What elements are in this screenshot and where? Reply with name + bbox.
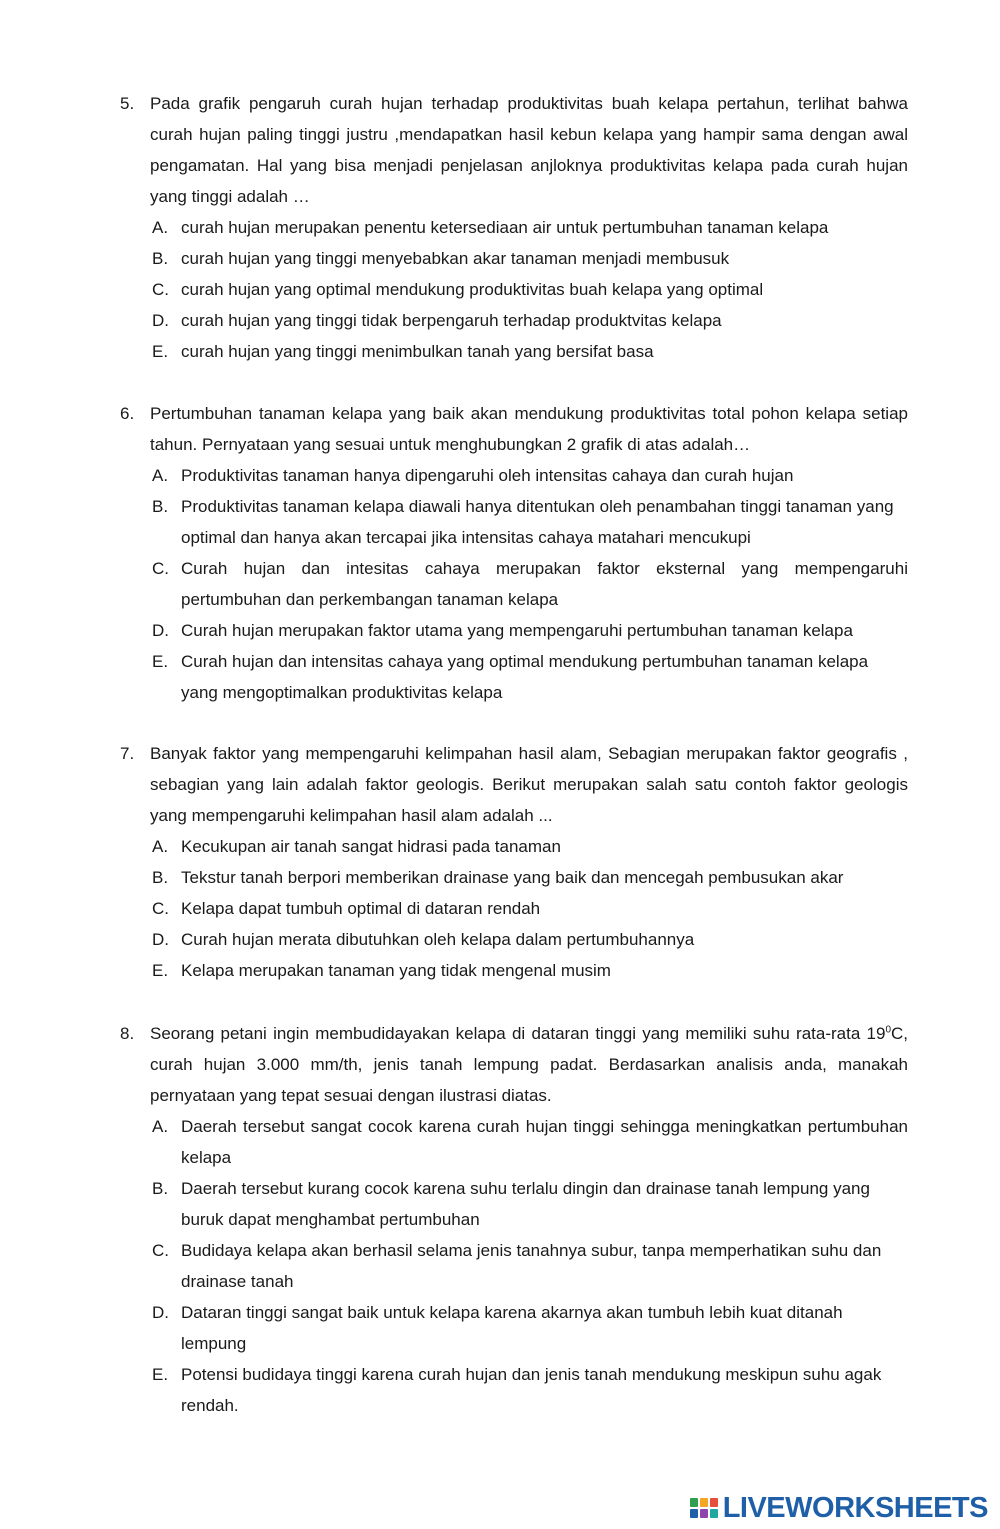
option-e[interactable] xyxy=(120,1359,908,1421)
option-letter: B. xyxy=(152,868,169,887)
question-number: 6. xyxy=(120,404,135,423)
option-letter: B. xyxy=(152,497,169,516)
option-text: Potensi budidaya tinggi karena curah hujan dan jenis tanah mendukung meskipun suhu agak rendah. xyxy=(181,1365,882,1415)
option-e[interactable] xyxy=(120,336,908,367)
option-letter: E. xyxy=(152,1365,169,1384)
option-b[interactable] xyxy=(120,1173,908,1235)
option-a[interactable] xyxy=(120,212,908,243)
question-text: Banyak faktor yang mempengaruhi kelimpahan hasil alam, Sebagian merupakan faktor geografis , sebagian yang lain adalah faktor geologis. Berikut merupakan salah satu contoh faktor geologis yang mempengaruhi kelimpahan hasil alam adalah ... xyxy=(150,744,908,825)
option-text: curah hujan yang tinggi menimbulkan tanah yang bersifat basa xyxy=(181,342,654,361)
option-letter: D. xyxy=(152,621,169,640)
option-letter: A. xyxy=(152,1117,169,1136)
option-c[interactable] xyxy=(120,893,908,924)
option-letter: E. xyxy=(152,961,169,980)
option-a[interactable] xyxy=(120,1111,908,1173)
option-letter: E. xyxy=(152,342,169,361)
option-text: Kecukupan air tanah sangat hidrasi pada tanaman xyxy=(181,837,561,856)
degree-superscript: 0 xyxy=(885,1024,891,1036)
option-a[interactable] xyxy=(120,831,908,862)
option-letter: E. xyxy=(152,652,169,671)
option-text: Curah hujan merata dibutuhkan oleh kelapa dalam pertumbuhannya xyxy=(181,930,695,949)
option-letter: A. xyxy=(152,837,169,856)
option-text: Daerah tersebut kurang cocok karena suhu terlalu dingin dan drainase tanah lempung yang buruk dapat menghambat pertumbuhan xyxy=(181,1179,870,1229)
question-text-part: C, curah hujan 3.000 mm/th, jenis tanah lempung padat. Berdasarkan analisis anda, manakah pernyataan yang tepat sesuai dengan ilustrasi diatas. xyxy=(150,1024,908,1105)
option-text: Produktivitas tanaman hanya dipengaruhi oleh intensitas cahaya dan curah hujan xyxy=(181,466,794,485)
question-8 xyxy=(120,1018,908,1421)
question-number: 5. xyxy=(120,94,135,113)
option-text: Dataran tinggi sangat baik untuk kelapa karena akarnya akan tumbuh lebih kuat ditanah lempung xyxy=(181,1303,843,1353)
question-6 xyxy=(120,398,908,708)
option-e[interactable] xyxy=(120,646,908,708)
question-text: Pada grafik pengaruh curah hujan terhadap produktivitas buah kelapa pertahun, terlihat bahwa curah hujan paling tinggi justru ,mendapatkan hasil kebun kelapa yang hampir sama dengan awal pengamatan. Hal yang bisa menjadi penjelasan anjloknya produktivitas kelapa pada curah hujan yang tinggi adalah … xyxy=(150,94,908,206)
option-d[interactable] xyxy=(120,615,908,646)
question-number: 7. xyxy=(120,744,135,763)
option-letter: C. xyxy=(152,280,169,299)
option-text: Budidaya kelapa akan berhasil selama jenis tanahnya subur, tanpa memperhatikan suhu dan drainase tanah xyxy=(181,1241,882,1291)
option-d[interactable] xyxy=(120,1297,908,1359)
question-text xyxy=(150,1018,908,1111)
option-text: Kelapa merupakan tanaman yang tidak mengenal musim xyxy=(181,961,611,980)
question-7 xyxy=(120,738,908,986)
option-letter: B. xyxy=(152,1179,169,1198)
option-c[interactable] xyxy=(120,274,908,305)
brand-name: LIVEWORKSHEETS xyxy=(722,1491,988,1524)
option-text: Curah hujan dan intensitas cahaya yang optimal mendukung pertumbuhan tanaman kelapa yang mengoptimalkan produktivitas kelapa xyxy=(181,652,869,702)
option-text: Kelapa dapat tumbuh optimal di dataran rendah xyxy=(181,899,541,918)
question-text: Pertumbuhan tanaman kelapa yang baik akan mendukung produktivitas total pohon kelapa setiap tahun. Pernyataan yang sesuai untuk menghubungkan 2 grafik di atas adalah… xyxy=(150,404,908,454)
option-text: curah hujan yang tinggi menyebabkan akar tanaman menjadi membusuk xyxy=(181,249,730,268)
option-d[interactable] xyxy=(120,924,908,955)
option-text: curah hujan merupakan penentu ketersediaan air untuk pertumbuhan tanaman kelapa xyxy=(181,218,829,237)
option-c[interactable] xyxy=(120,553,908,615)
question-text-part: Seorang petani ingin membudidayakan kelapa di dataran tinggi yang memiliki suhu rata-rata 19 xyxy=(150,1024,886,1043)
option-text: curah hujan yang tinggi tidak berpengaruh terhadap produktvitas kelapa xyxy=(181,311,722,330)
question-5 xyxy=(120,88,908,367)
option-letter: C. xyxy=(152,559,169,578)
option-b[interactable] xyxy=(120,862,908,893)
options-list xyxy=(120,460,908,708)
question-number: 8. xyxy=(120,1024,135,1043)
option-text: Curah hujan dan intesitas cahaya merupakan faktor eksternal yang mempengaruhi pertumbuhan dan perkembangan tanaman kelapa xyxy=(181,559,908,609)
options-list xyxy=(120,1111,908,1421)
options-list xyxy=(120,831,908,986)
option-text: Tekstur tanah berpori memberikan drainase yang baik dan mencegah pembusukan akar xyxy=(181,868,844,887)
option-d[interactable] xyxy=(120,305,908,336)
option-b[interactable] xyxy=(120,243,908,274)
option-letter: D. xyxy=(152,930,169,949)
liveworksheets-brand[interactable] xyxy=(689,1493,988,1523)
option-letter: C. xyxy=(152,899,169,918)
option-text: Curah hujan merupakan faktor utama yang mempengaruhi pertumbuhan tanaman kelapa xyxy=(181,621,853,640)
option-text: curah hujan yang optimal mendukung produktivitas buah kelapa yang optimal xyxy=(181,280,764,299)
option-letter: D. xyxy=(152,311,169,330)
option-letter: C. xyxy=(152,1241,169,1260)
options-list xyxy=(120,212,908,367)
option-b[interactable] xyxy=(120,491,908,553)
option-text: Produktivitas tanaman kelapa diawali hanya ditentukan oleh penambahan tinggi tanaman yang optimal dan hanya akan tercapai jika intensitas cahaya matahari mencukupi xyxy=(181,497,894,547)
option-letter: B. xyxy=(152,249,169,268)
option-text: Daerah tersebut sangat cocok karena curah hujan tinggi sehingga meningkatkan pertumbuhan kelapa xyxy=(181,1117,908,1167)
option-a[interactable] xyxy=(120,460,908,491)
option-e[interactable] xyxy=(120,955,908,986)
option-letter: A. xyxy=(152,466,169,485)
option-letter: D. xyxy=(152,1303,169,1322)
option-letter: A. xyxy=(152,218,169,237)
liveworksheets-logo-icon xyxy=(689,1496,719,1520)
option-c[interactable] xyxy=(120,1235,908,1297)
